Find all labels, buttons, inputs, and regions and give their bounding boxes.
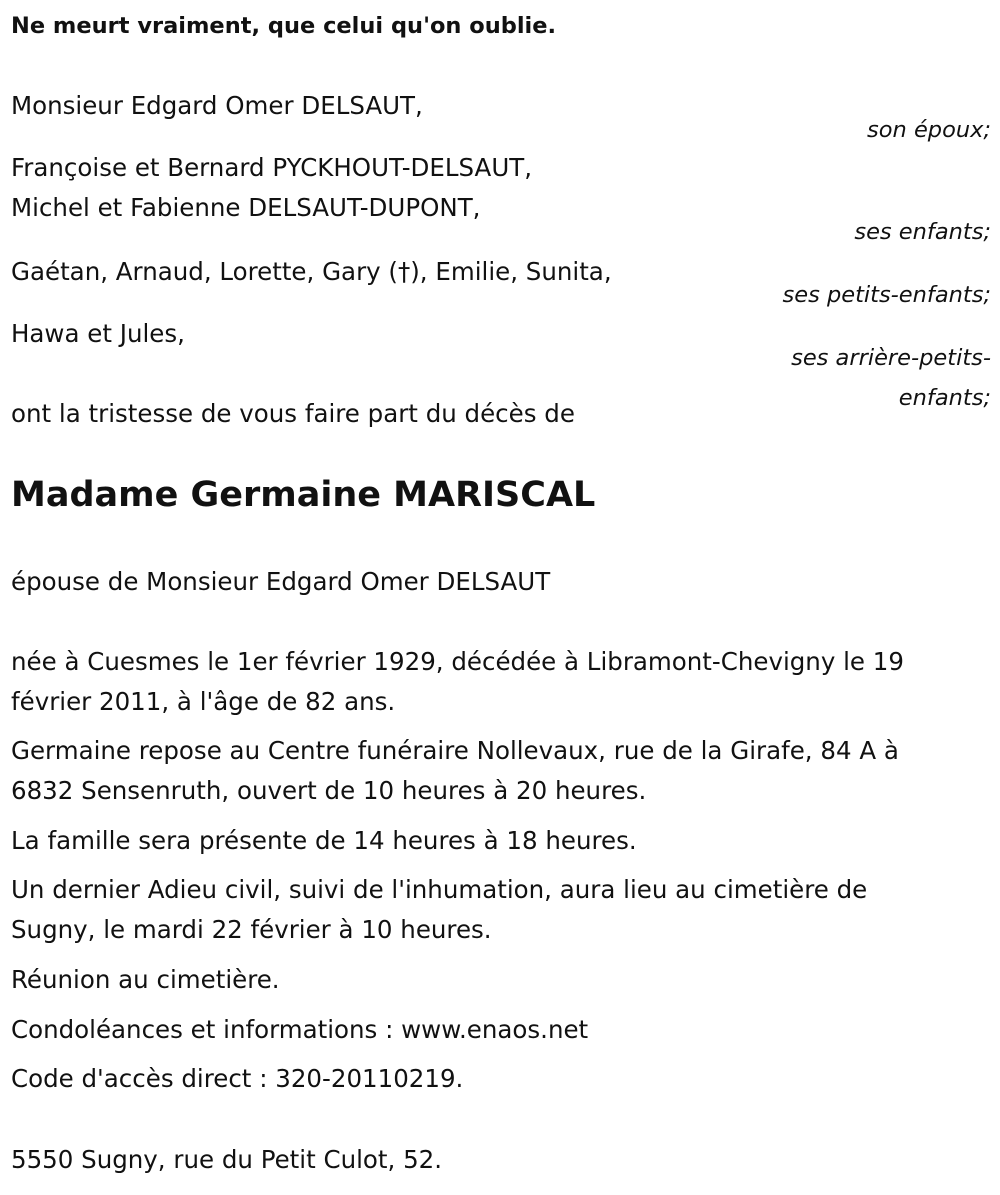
grandchildren-role: ses petits-enfants; [782,282,991,308]
children-role: ses enfants; [854,219,991,245]
ceremony-line-1: Un dernier Adieu civil, suivi de l'inhumation, aura lieu au cimetière de [11,875,868,904]
great-grandchildren-names: Hawa et Jules, [11,319,185,348]
family-presence: La famille sera présente de 14 heures à 18 heures. [11,826,637,855]
grandchildren-names: Gaétan, Arnaud, Lorette, Gary (†), Emilie, Sunita, [11,257,612,286]
great-grandchildren-role-line-2: enfants; [898,385,991,411]
child-line-1: Françoise et Bernard PYCKHOUT-DELSAUT, [11,153,533,182]
address: 5550 Sugny, rue du Petit Culot, 52. [11,1145,443,1174]
ceremony-line-2: Sugny, le mardi 22 février à 10 heures. [11,915,492,944]
birth-death-line-1: née à Cuesmes le 1er février 1929, décédée à Libramont-Chevigny le 19 [11,647,904,676]
condolences-info: Condoléances et informations : www.enaos.net [11,1015,589,1044]
reunion: Réunion au cimetière. [11,965,280,994]
access-code: Code d'accès direct : 320-20110219. [11,1064,464,1093]
birth-death-line-2: février 2011, à l'âge de 82 ans. [11,687,396,716]
deceased-name: Madame Germaine MARISCAL [11,475,596,515]
spouse-role: son époux; [867,117,991,143]
epigraph: Ne meurt vraiment, que celui qu'on oublie. [11,13,557,39]
repose-line-2: 6832 Sensenruth, ouvert de 10 heures à 20 heures. [11,776,647,805]
announcement: ont la tristesse de vous faire part du décès de [11,399,575,428]
great-grandchildren-role-line-1: ses arrière-petits- [791,345,991,371]
spouse-name: Monsieur Edgard Omer DELSAUT, [11,91,423,120]
deceased-spouse-line: épouse de Monsieur Edgard Omer DELSAUT [11,567,551,596]
child-line-2: Michel et Fabienne DELSAUT-DUPONT, [11,193,481,222]
repose-line-1: Germaine repose au Centre funéraire Nollevaux, rue de la Girafe, 84 A à [11,736,899,765]
